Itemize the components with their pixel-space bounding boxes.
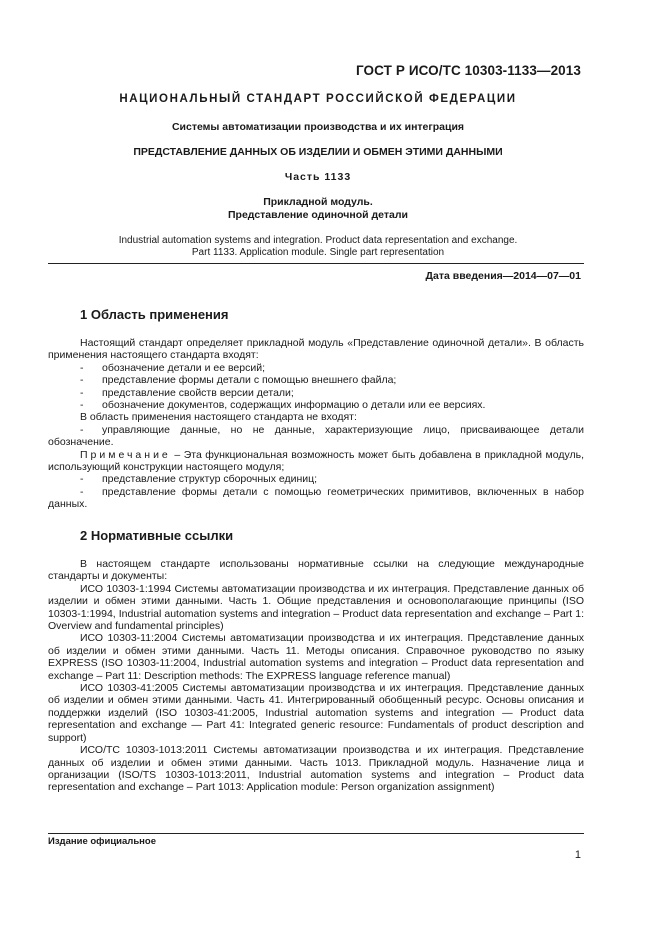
official-edition-label: Издание официальное bbox=[48, 836, 156, 847]
document-title: ПРЕДСТАВЛЕНИЕ ДАННЫХ ОБ ИЗДЕЛИИ И ОБМЕН ЭТИМИ ДАННЫМИ bbox=[133, 146, 503, 158]
standard-code: ГОСТ Р ИСО/ТС 10303-1133—2013 bbox=[355, 63, 581, 78]
reference-item: ИСО 10303-11:2004 Системы автоматизации производства и их интеграция. Представление данных об изделии и обмен этими данными. Часть 11. Методы описания. Справочное руководство по языку EXPRESS (ISO 10303-11:2004, Industrial automation systems and integration – Product data representation and exchange – Part 11: Description methods: The EXPRESS language reference manual) bbox=[48, 632, 584, 682]
list-item: - представление формы детали с помощью геометрических примитивов, включенных в набор данных. bbox=[48, 485, 584, 511]
header-divider bbox=[48, 263, 584, 264]
part-number: Часть 1133 bbox=[284, 171, 352, 183]
english-title-line-1: Industrial automation systems and integration. Product data representation and exchange. bbox=[118, 235, 518, 246]
list-item: - обозначение детали и ее версий; bbox=[80, 361, 266, 374]
section-2-intro: В настоящем стандарте использованы нормативные ссылки на следующие международные стандарты и документы: bbox=[48, 558, 584, 583]
section-1-intro: Настоящий стандарт определяет прикладной модуль «Представление одиночной детали». В область применения настоящего стандарта входят: bbox=[48, 337, 584, 362]
page-number: 1 bbox=[574, 849, 581, 861]
section-1-body bbox=[48, 337, 584, 511]
note-label: Примечание bbox=[80, 448, 171, 461]
list-item: - представление структур сборочных единиц; bbox=[80, 473, 318, 486]
section-2-body bbox=[48, 558, 584, 794]
note bbox=[48, 449, 584, 474]
english-title-line-2: Part 1133. Application module. Single part representation bbox=[191, 247, 445, 258]
footer-divider bbox=[48, 833, 584, 834]
list-item: - представление свойств версии детали; bbox=[80, 386, 294, 399]
list-item: - управляющие данные, но не данные, характеризующие лицо, присваивающее детали обозначение. bbox=[48, 423, 584, 449]
effective-date: Дата введения—2014—07—01 bbox=[425, 270, 581, 282]
module-title-line-2: Представление одиночной детали bbox=[228, 209, 408, 221]
reference-item: ИСО 10303-41:2005 Системы автоматизации производства и их интеграция. Представление данных об изделии и обмен этими данными. Часть 41. Интегрированный обобщенный ресурс. Основы описания и поддержки изделий (ISO 10303-41:2005, Industrial automation systems and integration — Product data representation and exchange — Part 41: Integrated generic resource: Fundamentals of product description and support) bbox=[48, 682, 584, 744]
list-item: - обозначение документов, содержащих информацию о детали или ее версиях. bbox=[80, 399, 486, 412]
module-title-line-1: Прикладной модуль. bbox=[263, 196, 373, 208]
section-1-heading: 1 Область применения bbox=[80, 307, 229, 322]
reference-item: ИСО/ТС 10303-1013:2011 Системы автоматизации производства и их интеграция. Представление данных об изделии и обмен этими данными. Часть 1013. Прикладной модуль. Назначение лица и организации (ISO/TS 10303-1013:2011, Industrial automation systems and integration – Product data representation and exchange – Part 1013: Application module: Person organization assignment) bbox=[48, 744, 584, 794]
list-item: - представление формы детали с помощью внешнего файла; bbox=[80, 374, 397, 387]
national-standard-heading: НАЦИОНАЛЬНЫЙ СТАНДАРТ РОССИЙСКОЙ ФЕДЕРАЦИИ bbox=[119, 93, 517, 105]
reference-item: ИСО 10303-1:1994 Системы автоматизации производства и их интеграция. Представление данных об изделии и обмен этими данными. Часть 1. Общие представления и основополагающие принципы (ISO 10303-1:1994, Industrial automation systems and integration – Product data representation and exchange – Part 1: Overview and fundamental principles) bbox=[48, 582, 584, 633]
series-title: Системы автоматизации производства и их интеграция bbox=[171, 121, 465, 133]
section-2-heading: 2 Нормативные ссылки bbox=[80, 528, 234, 543]
note-text: – Эта функциональная возможность может быть добавлена в прикладной модуль, использующий конструкции настоящего модуля; bbox=[48, 448, 585, 474]
exclusions-intro: В область применения настоящего стандарта не входят: bbox=[80, 411, 357, 424]
